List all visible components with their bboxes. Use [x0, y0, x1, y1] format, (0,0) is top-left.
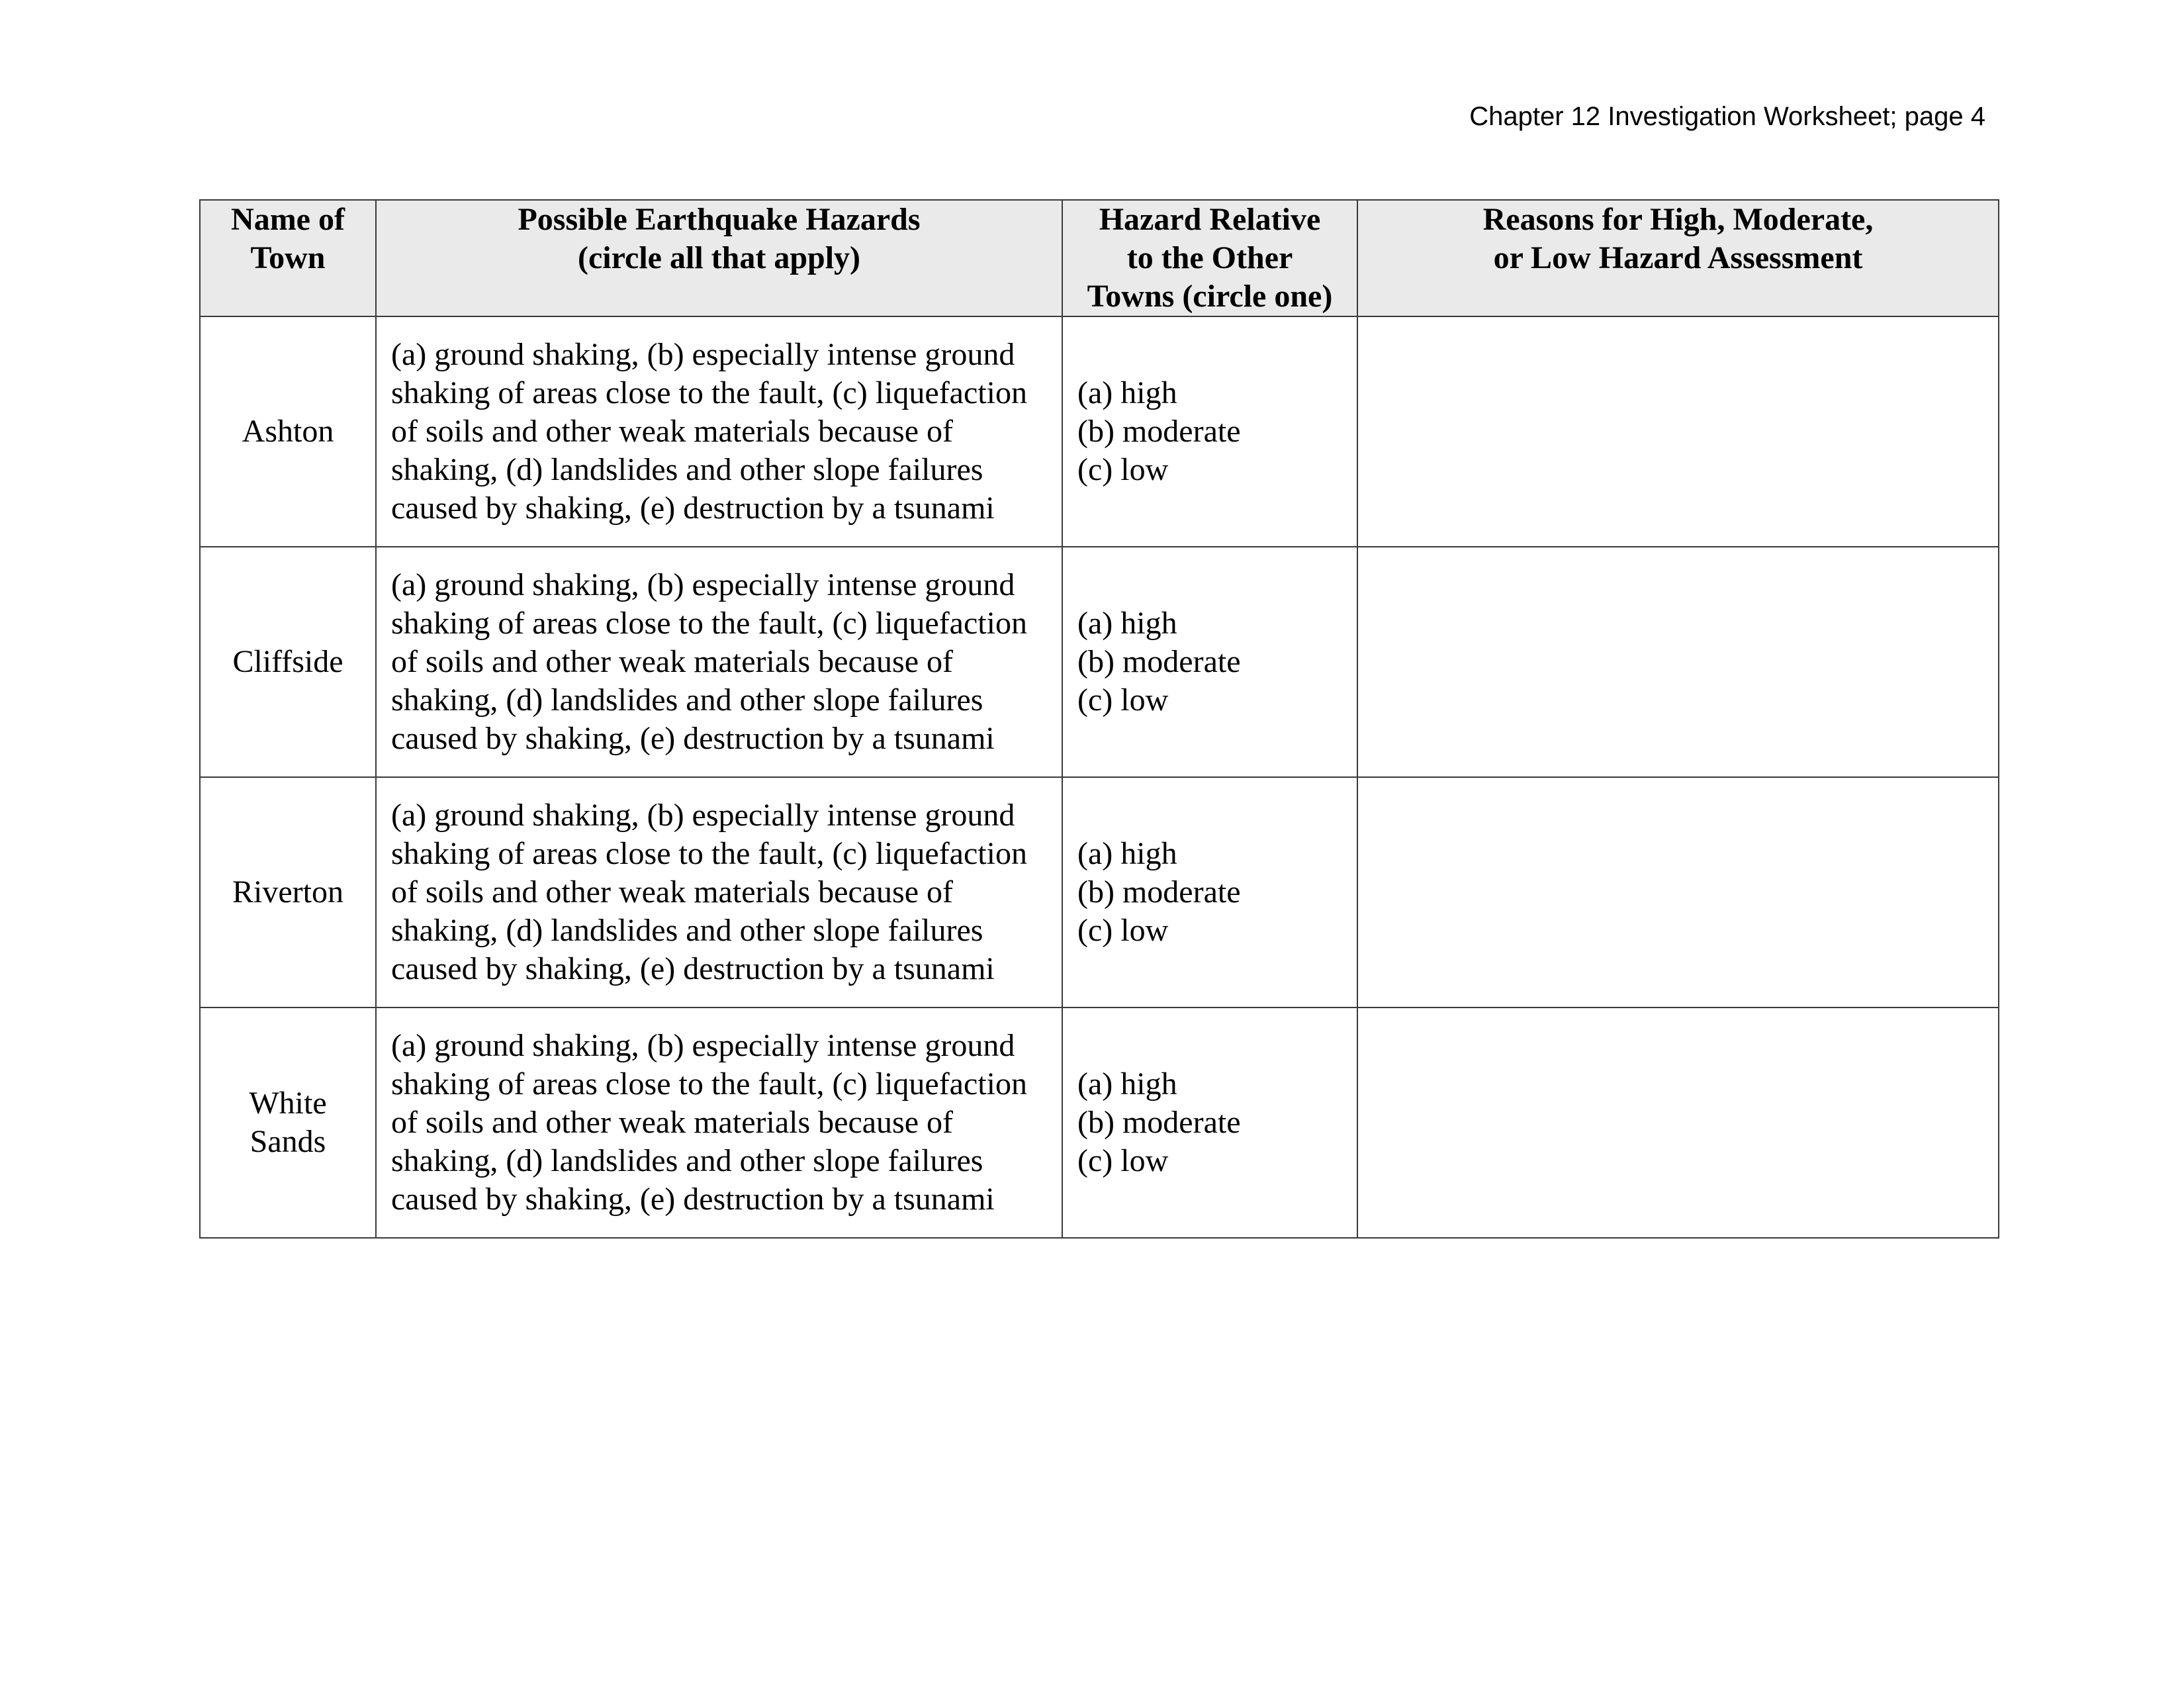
town-name: Sands [250, 1124, 326, 1159]
hazards-cell[interactable]: (a) ground shaking, (b) especially intense ground shaking of areas close to the fault, (c) liquefaction of soils and other weak materials because of shaking, (d) landslides and other slope failures caused by shaking, (e) destruction by a tsunami [376, 547, 1062, 777]
hazard-option-high[interactable]: (a) high [1077, 1066, 1177, 1102]
reasons-cell[interactable] [1357, 1008, 1999, 1238]
column-header-line: or Low Hazard Assessment [1493, 240, 1863, 275]
town-name: White [249, 1086, 327, 1121]
hazard-option-moderate[interactable]: (b) moderate [1077, 874, 1241, 910]
column-header-reasons [1357, 200, 1999, 316]
hazard-option-high[interactable]: (a) high [1077, 375, 1177, 410]
hazard-option-moderate[interactable]: (b) moderate [1077, 1105, 1241, 1140]
hazard-option-moderate[interactable]: (b) moderate [1077, 414, 1241, 449]
town-name: Riverton [232, 874, 343, 910]
relative-hazard-cell [1062, 1008, 1357, 1238]
column-header-line: Towns (circle one) [1087, 279, 1333, 314]
reasons-cell[interactable] [1357, 547, 1999, 777]
reasons-cell[interactable] [1357, 777, 1999, 1008]
column-header-line: Town [250, 240, 326, 275]
hazards-cell[interactable]: (a) ground shaking, (b) especially intense ground shaking of areas close to the fault, (c) liquefaction of soils and other weak materials because of shaking, (d) landslides and other slope failures caused by shaking, (e) destruction by a tsunami [376, 777, 1062, 1008]
hazard-option-low[interactable]: (c) low [1077, 913, 1169, 948]
page-header: Chapter 12 Investigation Worksheet; page 4 [1469, 102, 1985, 131]
relative-hazard-cell [1062, 547, 1357, 777]
column-header-line: Reasons for High, Moderate, [1482, 202, 1874, 237]
column-header-line: (circle all that apply) [577, 240, 861, 275]
hazard-option-moderate[interactable]: (b) moderate [1077, 644, 1241, 679]
hazard-option-high[interactable]: (a) high [1077, 836, 1177, 871]
relative-hazard-cell [1062, 777, 1357, 1008]
town-name-cell [200, 1008, 376, 1238]
hazard-option-high[interactable]: (a) high [1077, 606, 1177, 641]
column-header-line: Possible Earthquake Hazards [518, 202, 921, 237]
column-header-line: Hazard Relative [1099, 202, 1321, 237]
town-name-cell [200, 547, 376, 777]
reasons-cell[interactable] [1357, 316, 1999, 547]
table-row [200, 547, 1999, 777]
relative-hazard-cell [1062, 316, 1357, 547]
hazard-option-low[interactable]: (c) low [1077, 1143, 1169, 1178]
hazard-option-low[interactable]: (c) low [1077, 452, 1169, 487]
town-name-cell [200, 777, 376, 1008]
table-header-row [200, 200, 1999, 316]
column-header-line: to the Other [1126, 240, 1293, 275]
town-name: Cliffside [232, 644, 343, 679]
table-row [200, 1008, 1999, 1238]
table-row [200, 316, 1999, 547]
hazard-assessment-table [199, 199, 1999, 1239]
town-name: Ashton [242, 414, 334, 449]
column-header-hazards [376, 200, 1062, 316]
hazards-cell[interactable]: (a) ground shaking, (b) especially intense ground shaking of areas close to the fault, (c) liquefaction of soils and other weak materials because of shaking, (d) landslides and other slope failures caused by shaking, (e) destruction by a tsunami [376, 1008, 1062, 1238]
hazard-option-low[interactable]: (c) low [1077, 682, 1169, 718]
column-header-relative-hazard [1062, 200, 1357, 316]
hazards-cell[interactable]: (a) ground shaking, (b) especially intense ground shaking of areas close to the fault, (c) liquefaction of soils and other weak materials because of shaking, (d) landslides and other slope failures caused by shaking, (e) destruction by a tsunami [376, 316, 1062, 547]
table-row [200, 777, 1999, 1008]
town-name-cell [200, 316, 376, 547]
column-header-town [200, 200, 376, 316]
column-header-line: Name of [231, 202, 345, 237]
